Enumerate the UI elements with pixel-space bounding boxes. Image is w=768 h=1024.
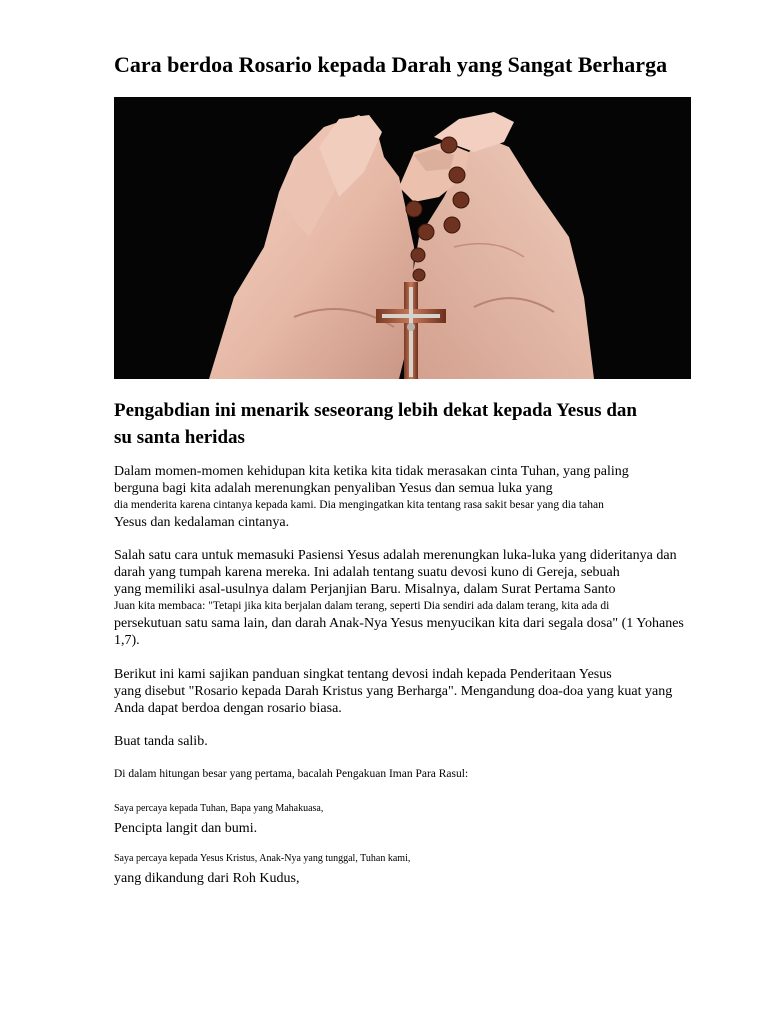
- paragraph-3-line-1: Berikut ini kami sajikan panduan singkat tentang devosi indah kepada Penderitaan Yesus: [114, 667, 612, 682]
- paragraph-2-line-4: Juan kita membaca: "Tetapi jika kita berjalan dalam terang, seperti Dia sendiri ada dalam terang, kita ada di: [114, 600, 610, 612]
- paragraph-2-line-3: yang memiliki asal-usulnya dalam Perjanjian Baru. Misalnya, dalam Surat Pertama Santo: [114, 582, 616, 597]
- paragraph-6-line-1: Saya percaya kepada Tuhan, Bapa yang Mahakuasa,: [114, 803, 324, 814]
- paragraph-7-line-1: Saya percaya kepada Yesus Kristus, Anak-Nya yang tunggal, Tuhan kami,: [114, 853, 411, 864]
- paragraph-3: [114, 666, 714, 717]
- page-title: Cara berdoa Rosario kepada Darah yang Sangat Berharga: [114, 52, 668, 77]
- paragraph-2-line-6: 1,7).: [114, 633, 140, 648]
- paragraph-1-line-3: dia menderita karena cintanya kepada kami. Dia mengingatkan kita tentang rasa sakit besar yang dia tahan: [114, 499, 604, 511]
- section-heading: [114, 397, 694, 451]
- paragraph-7: [114, 850, 714, 887]
- paragraph-6: [114, 800, 714, 837]
- praying-hands-rosary-image: [114, 97, 691, 379]
- section-heading-line-2: su santa heridas: [114, 427, 245, 448]
- paragraph-7-line-2: yang dikandung dari Roh Kudus,: [114, 871, 300, 886]
- paragraph-5-text: Di dalam hitungan besar yang pertama, bacalah Pengakuan Iman Para Rasul:: [114, 768, 469, 780]
- section-heading-line-1: Pengabdian ini menarik seseorang lebih dekat kepada Yesus dan: [114, 400, 637, 421]
- hero-illustration: [114, 97, 691, 379]
- paragraph-4: [114, 733, 714, 750]
- paragraph-1: [114, 463, 714, 531]
- paragraph-5: [114, 766, 714, 783]
- paragraph-4-text: Buat tanda salib.: [114, 734, 208, 749]
- paragraph-1-line-1: Dalam momen-momen kehidupan kita ketika kita tidak merasakan cinta Tuhan, yang paling: [114, 464, 629, 479]
- paragraph-2-line-2: darah yang tumpah karena mereka. Ini adalah tentang suatu devosi kuno di Gereja, sebuah: [114, 565, 620, 580]
- paragraph-2: [114, 547, 714, 649]
- paragraph-1-line-4: Yesus dan kedalaman cintanya.: [114, 515, 290, 530]
- paragraph-3-line-2: yang disebut "Rosario kepada Darah Kristus yang Berharga". Mengandung doa-doa yang kuat yang: [114, 684, 673, 699]
- paragraph-2-line-5: persekutuan satu sama lain, dan darah Anak-Nya Yesus menyucikan kita dari segala dosa" (1 Yohanes: [114, 616, 684, 631]
- paragraph-6-line-2: Pencipta langit dan bumi.: [114, 821, 258, 836]
- paragraph-2-line-1: Salah satu cara untuk memasuki Pasiensi Yesus adalah merenungkan luka-luka yang dideritanya dan: [114, 548, 677, 563]
- paragraph-3-line-3: Anda dapat berdoa dengan rosario biasa.: [114, 701, 342, 716]
- paragraph-1-line-2: berguna bagi kita adalah merenungkan penyaliban Yesus dan semua luka yang: [114, 481, 553, 496]
